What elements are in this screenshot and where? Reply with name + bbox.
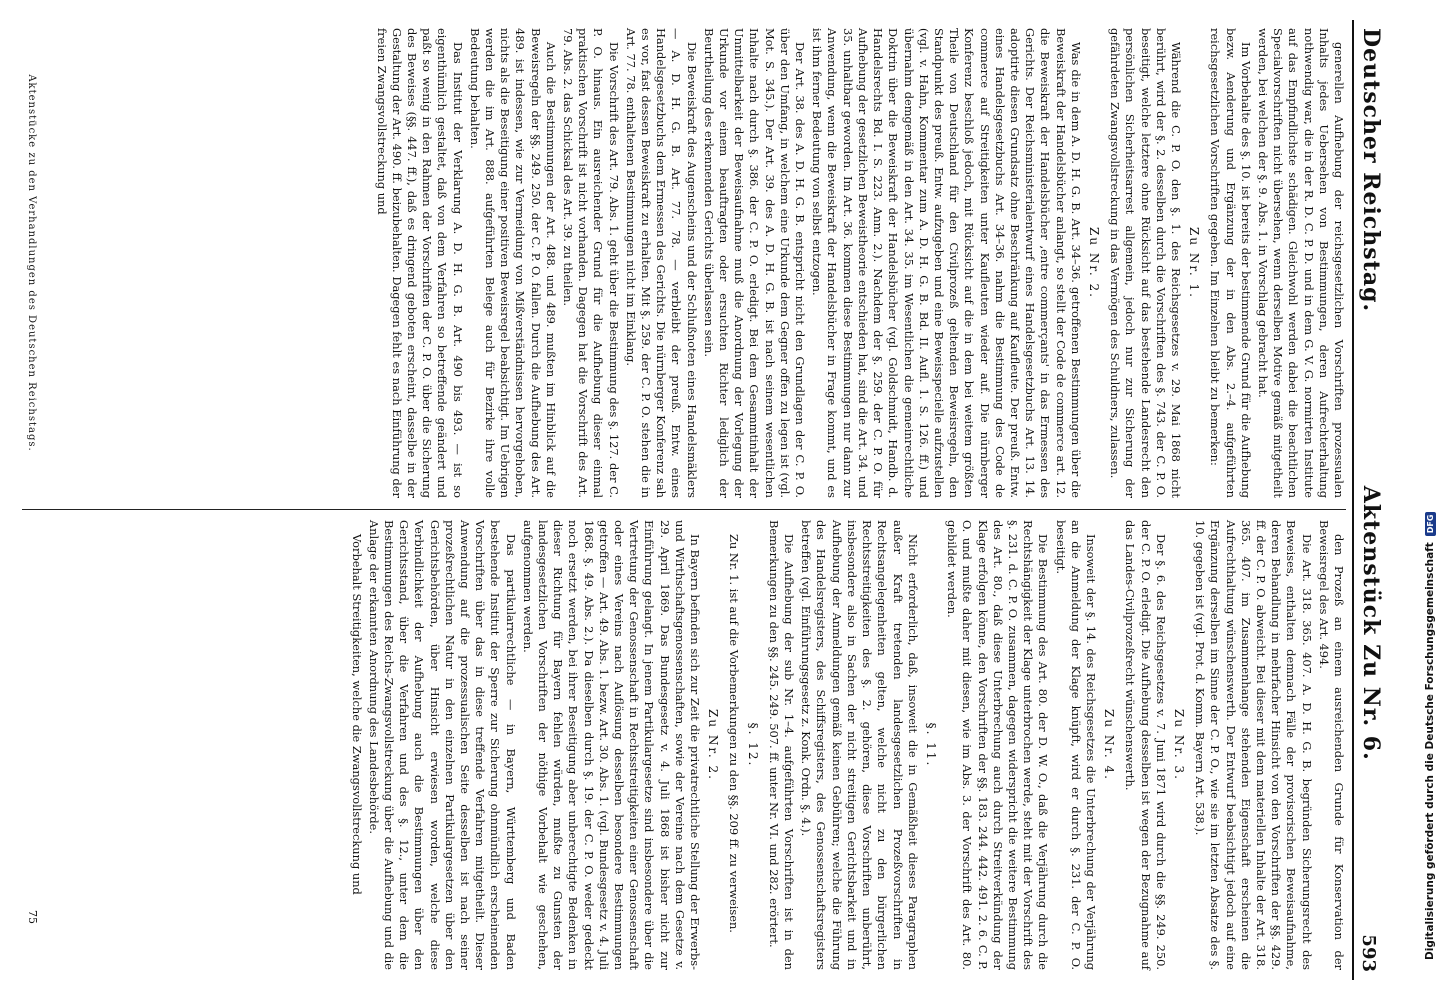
left-column (22, 28, 1346, 498)
section-heading: §. 11. (923, 722, 938, 768)
paragraph: Während die C. P. O. den §. 1. des Reichsgesetzes v. 29. Mai 1868 nicht berührt, wird der §. 2. desselben durch die Vorschriften des §. 743. der C. P. O. beseitigt, welche letztere ohne Rücksicht auf das bestehende Landesrecht den persönlichen Sicherheitsarrest allgemein, jedoch nur zur Sicherung der gefährdeten Zwangsvollstreckung in das Vermögen des Schuldners, zulassen. (1108, 28, 1183, 498)
section-heading: Zu Nr. 3. (1171, 709, 1186, 781)
dfg-logo-icon: DFG (1425, 512, 1436, 537)
section-heading: Zu Nr. 2. (1086, 227, 1101, 299)
page-number: 593 (1358, 934, 1379, 972)
page-header (1358, 28, 1392, 972)
paragraph: Insoweit der §. 14. des Reichsgesetzes die Unterbrechung der Verjährung an die Anmeldung der Klage knüpft, wird er durch §. 231. der C. P. O. beseitigt. (1053, 520, 1098, 970)
paragraph: generellen Aufhebung der reichsgesetzlichen Vorschriften prozessualen Inhalts jedes Uebersehen von Bestimmungen, deren Aufrechterhaltung nothwendig war, die in der R. D. C. P. D. und in dem G. V. G. normirten Institute auf das Empfindlichste schädigen. Gleichwohl werden dabei die beachtlichen Specialvorschriften nicht übersehen, wenn derselben Motive gemäß mitgetheilt werden, bei welchen der §. 9. Abs. 1. in Vorschlag gebracht hat. (1255, 28, 1346, 498)
paragraph: Zu Nr. 1. ist auf die Vorbemerkungen zu den §§. 209 ff. zu verweisen. (727, 534, 742, 933)
paragraph: Der §. 6. des Reichsgesetzes v. 7. Juni 1871 wird durch die §§. 249. 250. der C. P. O. erledigt. Die Aufhebung desselben ist wegen der Bezugnahme auf das Landes-Civilprozeßrecht wünschenswerth. (1123, 520, 1168, 970)
paragraph: Der Art. 38. des A. D. H. G. B. entspricht nicht den Grundlagen der C. P. O. über den Umfang, in welchem eine Urkunde dem Gegner offen zu legen ist (vgl. Mot. S. 345.). Der Art. 39. des A. D. H. G. B. ist nach seinem wesentlichen Inhalte nach durch §. 386. der C. P. O. erledigt. Bei dem Gesammtinhalt der Unmittelbarkeit der Beweisaufnahme muß die Anordnung der Vorlegung der Urkunde vor einem beauftragten oder ersuchten Richter lediglich der Beurtheilung des erkennenden Gerichts überlassen sein. (701, 28, 808, 498)
page-mark: 75 (26, 910, 39, 924)
paragraph: Auch die Bestimmungen der Art. 488. und 489. mußten im Hinblick auf die Beweisregeln der §§. 249. 250. der C. P. O. fallen. Durch die Aufhebung des Art. 489. ist indessen, wie zur Vermeidung von Mißverständnissen hervorgehoben, nichts als die Beseitigung einer positiven Beweisregel beabsichtigt. Im Uebrigen werden die im Art. 888. aufgeführten Belege auch für Bezirke ihre volle Bedeutung behalten. (467, 28, 558, 498)
paragraph: Die Beweiskraft des Augenscheins und der Schlußnoten eines Handelsmäklers — A. D. H. G. B. Art. 77. 78. — verbleibt der preuß. Entw. eines Handelsgesetzbuchs dem Ermessen des Gerichts. Die nürnberger Konferenz sah es vor, fast dessen Beweiskraft zu erhalten. Mit §. 259. der C. P. O. stehen die in Art. 77. 78. enthaltenen Bestimmungen nicht im Einklang. (623, 28, 699, 498)
paragraph: Die Vorschrift des Art. 79. Abs. 1. geht über die Bestimmung des §. 127. der C. P. O. hinaus. Ein ausreichender Grund für die Aufhebung dieser einmal praktischen Vorschrift ist nicht vorhanden. Dagegen hat die Vorschrift des Art. 79. Abs. 2. das Schicksal des Art. 39. zu theilen. (561, 28, 621, 498)
paragraph: Das Institut der Verklarung A. D. H. G. B. Art. 490 bis 493. — ist so eigenthümlich gestaltet, daß von dem Verfahren so betreffende geändert und paßt so wenig in den Rahmen der Vorschriften der C. P. O. über die Sicherung des Beweises (§§. 447. ff.), daß es dringend geboten erscheint, dasselbe in der Gestaltung der Art. 490. ff. beizubehalten. Dagegen fehlt es nach Einführung der freien Zwangsvollstreckung und (374, 28, 465, 498)
paragraph: Nicht erforderlich, daß, insoweit die in Gemäßheit dieses Paragraphen außer Kraft tretenden landesgesetzlichen Prozeßvorschriften in Rechtsangelegenheiten gelten, welche nicht zu den bürgerlichen Rechtsstreitigkeiten des §. 2. gehören, diese Vorschriften unberührt, insbesondere also in Sachen der nicht streitigen Gerichtsbarkeit und in Aufhebung der Anmeldungen gemäß keinen Gebühren; welche die Führung des Handelsregisters, des Schiffsregisters, des Genossenschaftsregisters betreffen (vgl. Einführungsgesetz z. Konk. Ordn. §. 4.). (799, 520, 920, 970)
paragraph: Die Bestimmung des Art. 80. der D. W. O., daß die Verjährung durch die Rechtshängigkeit der Klage unterbrochen werde, steht mit der Vorschrift des §. 231. d. C. P. O. zusammen, dagegen widerspricht die weitere Bestimmung des Art. 80., daß diese Unterbrechung auch durch Streitverkündung der Klage erfolgen könne, den Vorschriften der §§. 183. 244. 442. 491. 2. 6. C. P. O. und mußte daher mit diesen, wie im Abs. 3. der Vorschrift des Art. 80. gebildet werden. (945, 520, 1051, 970)
paragraph: Die Art. 318. 365. 407. A. D. H. G. B. begründen Sicherungsrecht des Beweises, enthalten demnach Fälle der provisorischen Beweisaufnahme, deren Behandlung in mehrfacher Hinsicht von den Vorschriften der §§. 429. ff. der C. P. O. abweicht. Bei dieser mit dem materiellen Inhalte der Art. 318. 365. 407. im Zusammenhange stehenden Eigenschaft erscheinen die Aufrechthaltung wünschenswerth. Der Entwurf beabsichtigt jedoch auf eine Ergänzung derselben im Sinne der C. P. O., wie sie im letzten Absatze des §. 10. gegeben ist (vgl. Prot. d. Komm. Bayern Art. 538.). (1193, 520, 1314, 970)
header-rule (1352, 20, 1354, 980)
section-heading: Zu Nr. 1. (1187, 227, 1202, 299)
footnote: Aktenstücke zu den Verhandlungen des Deutschen Reichstags. (26, 74, 37, 452)
paragraph: Die Aufhebung der sub Nr. 1–4. aufgeführten Vorschriften ist in den Bemerkungen zu den §§. 245. 249. 507. ff. unter Nr. VI. und 282. erörtert. (766, 520, 797, 970)
paragraph: In Bayern befinden sich zur Zeit die privatrechtliche Stellung der Erwerbs- und Wirthschaftsgenossenschaften, sowie der Vereine nach dem Gesetze v. 29. April 1869. Das Bundesgesetz v. 4. Juli 1868 ist bisher nicht zur Einführung gelangt. In jenem Partikulargesetze sind insbesondere über die Vertretung der Genossenschaft in Rechtsstreitigkeiten einer Genossenschaft oder eines Vereins nach Auflösung desselben besondere Bestimmungen getroffen — Art. 49. Abs. 1. bezw. Art. 30. Abs. 1. (vgl. Bundesgesetz v. 4. Juli 1868. §. 49. Abs. 2.). Da dieselben durch §. 19. der C. P. O. weder gedeckt noch ersetzt werden, bei ihrer Beseitigung aber unberechtigte Bedenken in dieser Richtung für Bayern fehlen würden, mußte zu Gunsten der landesgesetzlichen Vorschriften der nöthige Vorbehalt wie geschehen, aufgenommen werden. (520, 520, 703, 970)
section-heading: Zu Nr. 4. (1102, 709, 1117, 781)
credit-text: Digitalisierung gefördert durch die Deutsche Forschungsgemeinschaft (1424, 542, 1436, 960)
right-column (22, 520, 1346, 970)
section-heading: Zu Nr. 2. (706, 709, 721, 781)
section-heading: §. 12. (745, 722, 760, 768)
rotated-document (12, 20, 1392, 980)
digitization-credit (1403, 40, 1436, 1000)
column-divider (22, 509, 1346, 510)
paragraph: Vorbehalt Streitigkeiten, welche die Zwangsvollstreckung und (349, 534, 364, 895)
paragraph: Was die in dem A. D. H. G. B. Art. 34–36. getroffenen Bestimmungen über die Beweiskraft der Handelsbücher anlangt, so stellt der Code de commerce art. 12. die Beweiskraft der Handelsbücher ,entre commerçants' in das Ermessen des Gerichts. Der Reichsministerialentwurf eines Handelsgesetzbuchs Art. 13. 14. adoptirte diesen Grundsatz ohne Beschränkung auf Kaufleute. Der preuß. Entw. eines Handelsgesetzbuchs Art. 34–36. nahm die Bestimmung des Code de commerce auf Streitigkeiten unter Kaufleuten wieder auf. Die nürnberger Konferenz beschloß jedoch, mit Rücksicht auf die in dem bei weitem größten Theile von Deutschland für den Civilprozeß geltenden Beweisregeln, den Standpunkt des preuß. Entw. aufzugeben und eine Beweisspecielle aufzustellen (vgl. v. Hahn, Kommentar zum A. D. H. G. B. Bd. II. Aufl. 1. S. 126. ff.) und übernahm demgemäß in den Art. 34. 35. im Wesentlichen die gemeinrechtliche Doktrin über die Beweiskraft der Handelsbücher (vgl. Goldschmidt, Handb. d. Handelsrechts Bd. I. S. 223. Anm. 2.). Nachdem der §. 259. der C. P. O. für Aufhebung der gesetzlichen Beweistheorie entschieden hat, sind die Art. 34. und 35. unhaltbar geworden. Im Art. 36. kommen diese Bestimmungen nur dann zur Anwendung, wenn die Beweiskraft der Handelsbücher in Frage kommt, und es ist ihm ferner Bedeutung von selbst entzogen. (810, 28, 1083, 498)
paragraph: Im Vorbehalte des §. 10. ist bereits der bestimmende Grund für die Aufhebung bezw. Aenderung und Ergänzung der in den Abs. 2.–4. aufgeführten reichsgesetzlichen Vorschriften gegeben. Im Einzelnen bleibt zu bemerken: (1208, 28, 1253, 498)
header-center: Aktenstück Zu Nr. 6. (1358, 485, 1384, 761)
paragraph: den Prozeß an einem ausreichenden Grunde für Konservation der Beweisregel des Art. 494. (1316, 520, 1346, 970)
paragraph: Das partikularrechtliche — in Bayern, Württemberg und Baden bestehende Institut der Sperre zur Sicherung ohnmündlich erscheinenden Vorschriften über das in diese treffende Verfahren mitgetheilt. Dieser Anwendung auf die prozessualischen Seite desselben ist nach seiner prozeßrechtlichen Natur in den einzelnen Partikulargesetzen über den Gerichtsbehörden, über Hinsicht erwiesen worden, welche diese Verbindlichkeit der Aufhebung auch die Bestimmungen über den Gerichtsstand, über die Verfahren und des §. 12., unter dem die Bestimmungen des Reichs-Zwangsvollstreckung über die Aufhebung und die Anlage der erkannten Anordnung des Landesbehörde. (366, 520, 518, 970)
header-left: Deutscher Reichstag. (1358, 28, 1384, 313)
